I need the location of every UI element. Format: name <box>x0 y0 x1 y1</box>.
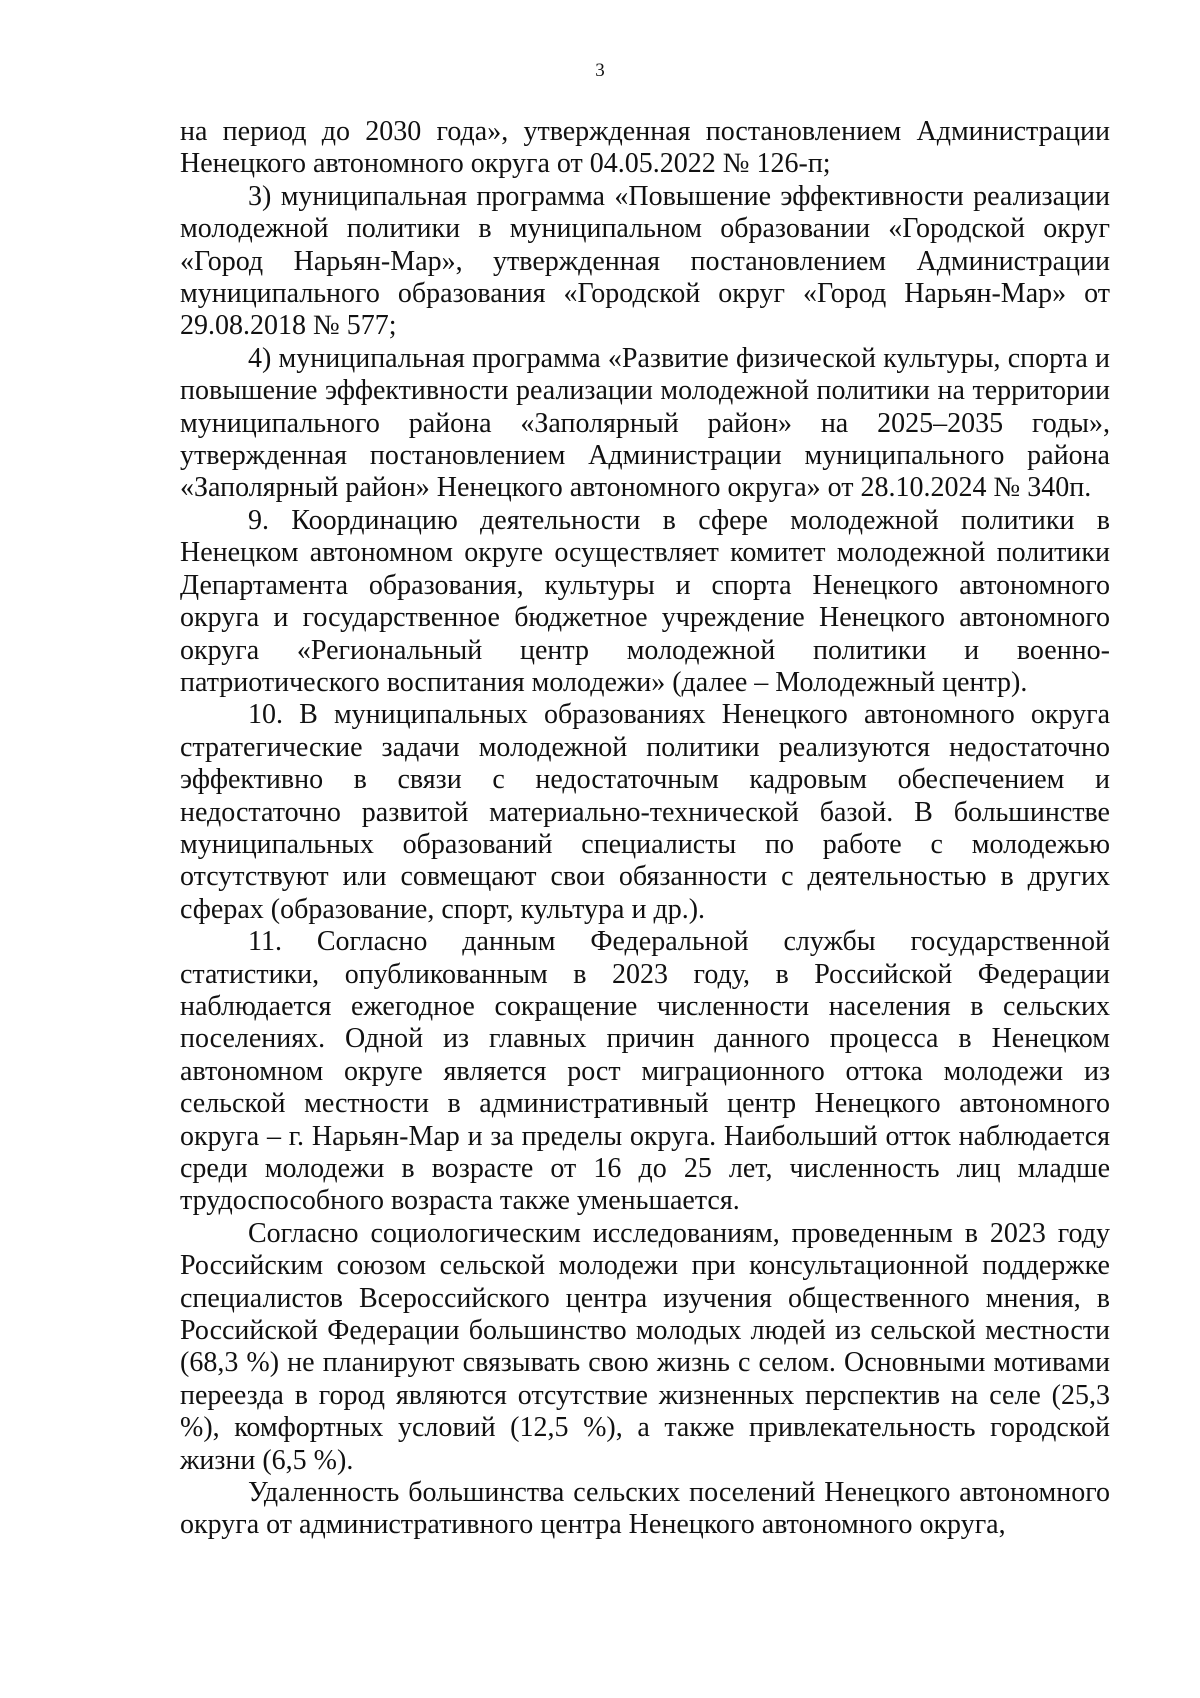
paragraph-program-4: 4) муниципальная программа «Развитие физической культуры, спорта и повышение эффективности реализации молодежной политики на территории муниципального района «Заполярный район» на 2025–2035 годы», утвержденная постановлением Администрации муниципального района «Заполярный район» Ненецкого автономного округа» от 28.10.2024 № 340п. <box>180 342 1110 504</box>
paragraph-item-9: 9. Координацию деятельности в сфере молодежной политики в Ненецком автономном округе осуществляет комитет молодежной политики Департамента образования, культуры и спорта Ненецкого автономного округа и государственное бюджетное учреждение Ненецкого автономного округа «Региональный центр молодежной политики и военно-патриотического воспитания молодежи» (далее – Молодежный центр). <box>180 504 1110 698</box>
page-number: 3 <box>595 60 605 81</box>
paragraph-item-10: 10. В муниципальных образованиях Ненецкого автономного округа стратегические задачи молодежной политики реализуются недостаточно эффективно в связи с недостаточным кадровым обеспечением и недостаточно развитой материально-технической базой. В большинстве муниципальных образований специалисты по работе с молодежью отсутствуют или совмещают свои обязанности с деятельностью в других сферах (образование, спорт, культура и др.). <box>180 699 1110 925</box>
paragraph-sociological-research: Согласно социологическим исследованиям, проведенным в 2023 году Российским союзом сельской молодежи при консультационной поддержке специалистов Всероссийского центра изучения общественного мнения, в Российской Федерации большинство молодых людей из сельской местности (68,3 %) не планируют связывать свою жизнь с селом. Основными мотивами переезда в город являются отсутствие жизненных перспектив на селе (25,3 %), комфортных условий (12,5 %), а также привлекательность городской жизни (6,5 %). <box>180 1217 1110 1476</box>
document-body <box>180 116 1110 1542</box>
paragraph-remoteness: Удаленность большинства сельских поселений Ненецкого автономного округа от административного центра Ненецкого автономного округа, <box>180 1477 1110 1541</box>
paragraph-continuation: на период до 2030 года», утвержденная постановлением Администрации Ненецкого автономного округа от 04.05.2022 № 126-п; <box>180 116 1110 180</box>
paragraph-program-3: 3) муниципальная программа «Повышение эффективности реализации молодежной политики в муниципальном образовании «Городской округ «Город Нарьян-Мар», утвержденная постановлением Администрации муниципального образования «Городской округ «Город Нарьян-Мар» от 29.08.2018 № 577; <box>180 180 1110 342</box>
paragraph-item-11: 11. Согласно данным Федеральной службы государственной статистики, опубликованным в 2023 году, в Российской Федерации наблюдается ежегодное сокращение численности населения в сельских поселениях. Одной из главных причин данного процесса в Ненецком автономном округе является рост миграционного оттока молодежи из сельской местности в административный центр Ненецкого автономного округа – г. Нарьян-Мар и за пределы округа. Наибольший отток наблюдается среди молодежи в возрасте от 16 до 25 лет, численность лиц младше трудоспособного возраста также уменьшается. <box>180 926 1110 1217</box>
